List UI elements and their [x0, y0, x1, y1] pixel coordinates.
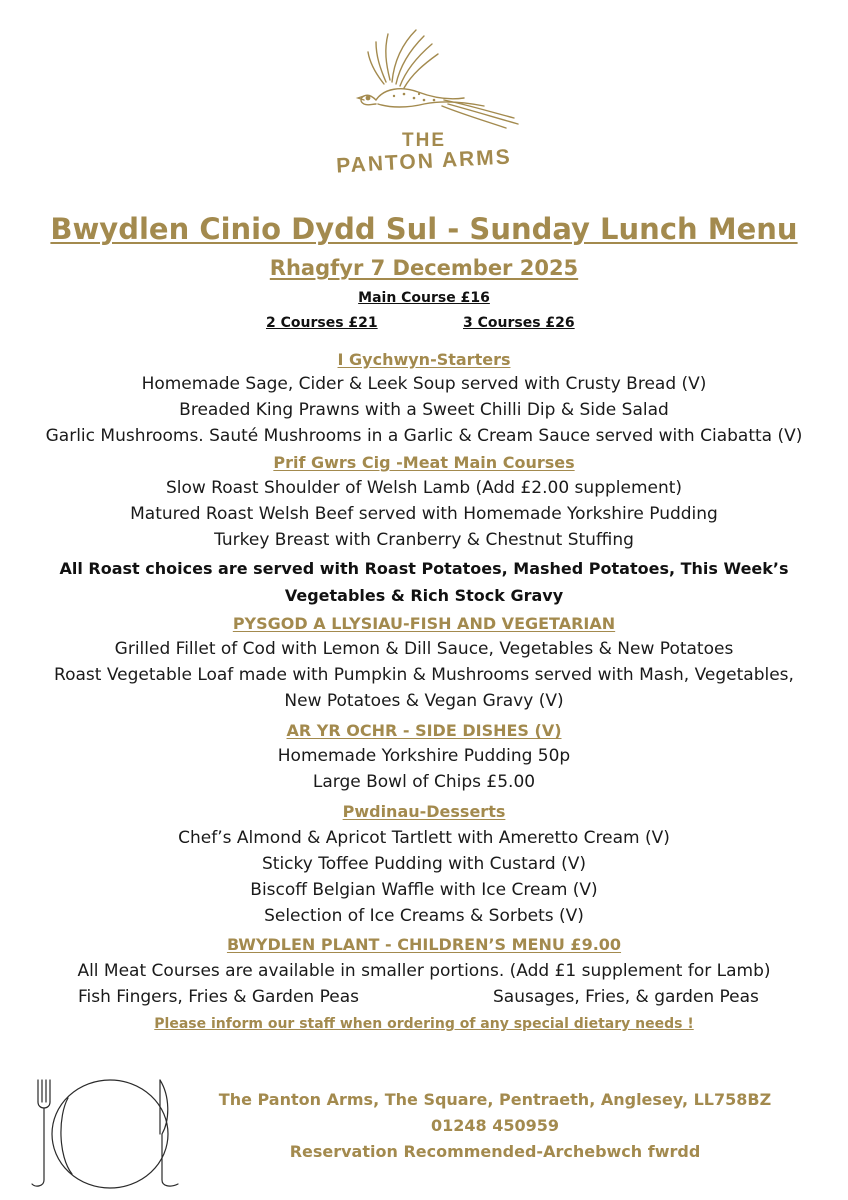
- menu-date: Rhagfyr 7 December 2025: [269, 256, 579, 280]
- price-three-courses: 3 Courses £26: [463, 315, 575, 331]
- meat-item: Matured Roast Welsh Beef served with Homemade Yorkshire Pudding: [130, 504, 718, 524]
- fish-veg-item: New Potatoes & Vegan Gravy (V): [284, 691, 564, 711]
- fish-veg-item: Roast Vegetable Loaf made with Pumpkin & Mushrooms served with Mash, Vegetables,: [54, 665, 794, 685]
- price-main-course: Main Course £16: [358, 290, 490, 306]
- footer-reservation: Reservation Recommended-Archebwch fwrdd: [289, 1142, 701, 1161]
- childrens-item: Fish Fingers, Fries & Garden Peas: [78, 987, 359, 1007]
- meat-item: Slow Roast Shoulder of Welsh Lamb (Add £2.00 supplement): [165, 478, 683, 498]
- footer-address: The Panton Arms, The Square, Pentraeth, Anglesey, LL758BZ: [218, 1090, 772, 1109]
- dessert-item: Chef’s Almond & Apricot Tartlett with Ameretto Cream (V): [178, 828, 670, 848]
- dessert-item: Biscoff Belgian Waffle with Ice Cream (V): [250, 880, 598, 900]
- footer-phone: 01248 450959: [430, 1116, 560, 1135]
- starter-item: Breaded King Prawns with a Sweet Chilli Dip & Side Salad: [179, 400, 669, 420]
- pheasant-icon: [324, 22, 524, 132]
- desserts-heading: Pwdinau-Desserts: [342, 802, 506, 821]
- roast-note: All Roast choices are served with Roast Potatoes, Mashed Potatoes, This Week’s: [59, 559, 789, 578]
- starters-heading: I Gychwyn-Starters: [337, 350, 511, 369]
- logo: [324, 22, 524, 192]
- dietary-note: Please inform our staff when ordering of any special dietary needs !: [154, 1016, 694, 1032]
- childrens-item: Sausages, Fries, & garden Peas: [493, 987, 759, 1007]
- sides-heading: AR YR OCHR - SIDE DISHES (V): [286, 721, 562, 740]
- fish-veg-item: Grilled Fillet of Cod with Lemon & Dill Sauce, Vegetables & New Potatoes: [114, 639, 734, 659]
- fish-veg-heading: PYSGOD A LLYSIAU-FISH AND VEGETARIAN: [232, 614, 616, 633]
- side-item: Homemade Yorkshire Pudding 50p: [277, 746, 571, 766]
- brand-the: THE: [402, 130, 446, 151]
- price-two-courses: 2 Courses £21: [266, 315, 378, 331]
- meat-item: Turkey Breast with Cranberry & Chestnut Stuffing: [214, 530, 634, 550]
- brand-name: PANTON ARMS: [335, 145, 513, 178]
- dessert-item: Sticky Toffee Pudding with Custard (V): [262, 854, 586, 874]
- childrens-note: All Meat Courses are available in smaller portions. (Add £1 supplement for Lamb): [77, 961, 771, 981]
- roast-note: Vegetables & Rich Stock Gravy: [284, 586, 564, 605]
- starter-item: Garlic Mushrooms. Sauté Mushrooms in a Garlic & Cream Sauce served with Ciabatta (V): [45, 426, 803, 446]
- starter-item: Homemade Sage, Cider & Leek Soup served with Crusty Bread (V): [141, 374, 707, 394]
- side-item: Large Bowl of Chips £5.00: [312, 772, 536, 792]
- childrens-heading: BWYDLEN PLANT - CHILDREN’S MENU £9.00: [226, 935, 622, 954]
- meat-heading: Prif Gwrs Cig -Meat Main Courses: [273, 453, 575, 472]
- dessert-item: Selection of Ice Creams & Sorbets (V): [264, 906, 584, 926]
- page-title: Bwydlen Cinio Dydd Sul - Sunday Lunch Menu: [50, 212, 798, 246]
